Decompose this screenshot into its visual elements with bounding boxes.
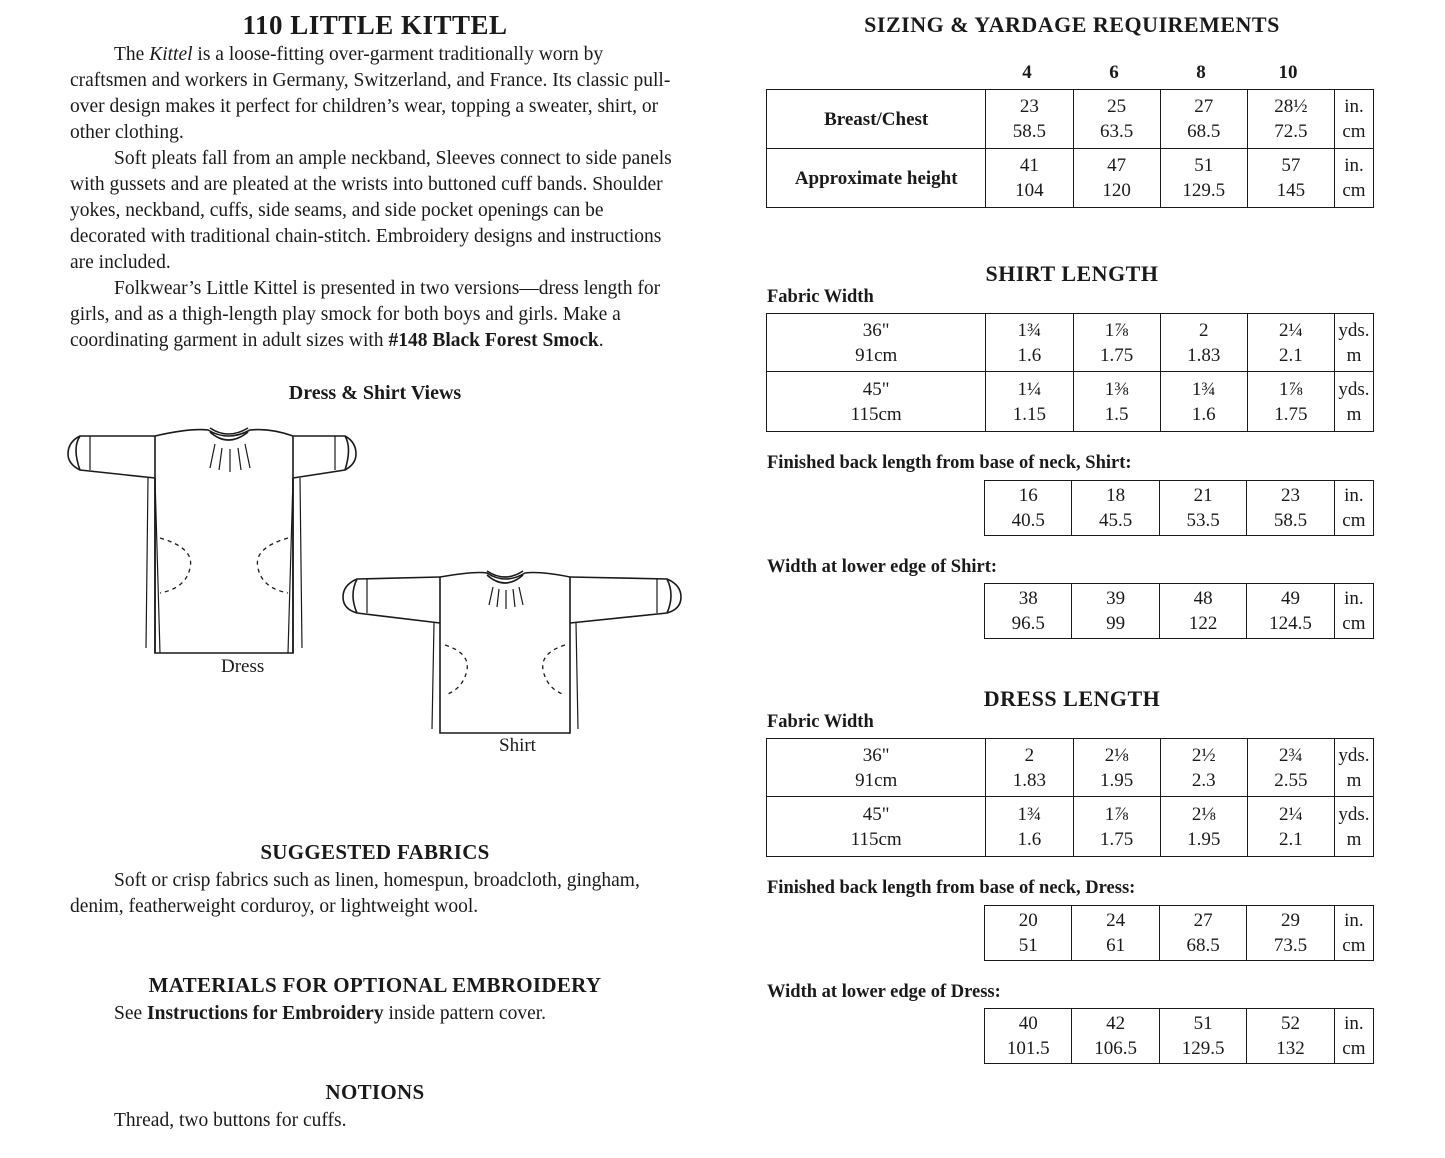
notions-text: Thread, two buttons for cuffs. — [114, 1110, 347, 1131]
cell: 25 63.5 — [1073, 90, 1160, 149]
cell: 27 68.5 — [1159, 906, 1246, 961]
kittel-term: Kittel — [149, 44, 193, 65]
sizing-table — [766, 89, 1374, 208]
unit-cell: in. cm — [1334, 149, 1373, 208]
size-header-8: 8 — [1196, 62, 1206, 83]
dress-width-table — [984, 1008, 1374, 1064]
cell: 1⅞ 1.75 — [1073, 797, 1160, 857]
row-label: 36" 91cm — [767, 739, 986, 797]
cell: 20 51 — [985, 906, 1072, 961]
cell: 2⅛ 1.95 — [1160, 797, 1247, 857]
unit-cell: in. cm — [1334, 906, 1373, 961]
shirt-back-length-label: Finished back length from base of neck, Shirt: — [767, 453, 1132, 473]
unit-cell: yds. m — [1334, 739, 1373, 797]
cell: 57 145 — [1247, 149, 1334, 208]
dress-length-title: DRESS LENGTH — [983, 686, 1161, 711]
table-row — [767, 149, 1374, 208]
table-row — [767, 372, 1374, 432]
intro-paragraph-1: The Kittel is a loose-fitting over-garment traditionally worn by craftsmen and workers in Germany, Switzerland, and France. Its classic pull-over design makes it perfect for children’s wear, topping a sweater, shirt, or other clothing. — [70, 44, 671, 143]
cell: 38 96.5 — [985, 584, 1072, 639]
cell: 48 122 — [1159, 584, 1246, 639]
table-row — [985, 1009, 1374, 1064]
embroidery-instructions-ref: Instructions for Embroidery — [147, 1003, 384, 1024]
shirt-illustration — [335, 565, 690, 737]
size-header-4: 4 — [1022, 62, 1032, 83]
table-row — [767, 90, 1374, 149]
unit-cell: in. cm — [1334, 584, 1373, 639]
shirt-length-title: SHIRT LENGTH — [985, 261, 1159, 286]
table-row — [767, 739, 1374, 797]
cell: 2⅛ 1.95 — [1073, 739, 1160, 797]
row-label: Approximate height — [767, 149, 986, 208]
shirt-width-label: Width at lower edge of Shirt: — [767, 557, 998, 577]
cell: 51 129.5 — [1160, 149, 1247, 208]
table-row — [985, 906, 1374, 961]
cell: 2 1.83 — [986, 739, 1073, 797]
black-forest-smock-ref: #148 Black Forest Smock — [388, 330, 599, 351]
cell: 29 73.5 — [1247, 906, 1334, 961]
dress-width-label: Width at lower edge of Dress: — [767, 982, 1001, 1002]
dress-illustration — [60, 418, 360, 663]
row-label: Breast/Chest — [767, 90, 986, 149]
suggested-fabrics-text: Soft or crisp fabrics such as linen, homespun, broadcloth, gingham, denim, featherweight corduroy, or lightweight wool. — [70, 870, 640, 917]
dress-fabric-width-label: Fabric Width — [767, 712, 874, 732]
product-title: 110 LITTLE KITTEL — [242, 10, 508, 40]
table-row — [767, 797, 1374, 857]
notions-title: NOTIONS — [325, 1080, 425, 1104]
dress-back-length-table — [984, 905, 1374, 961]
cell: 1⅜ 1.5 — [1073, 372, 1160, 432]
table-row — [985, 481, 1374, 536]
sizing-title: SIZING & YARDAGE REQUIREMENTS — [864, 12, 1280, 37]
cell: 2½ 2.3 — [1160, 739, 1247, 797]
intro-paragraph-2: Soft pleats fall from an ample neckband, Sleeves connect to side panels with gussets and are pleated at the wrists into buttoned cuff bands. Shoulder yokes, neckband, cuffs, side seams, and side pocket openings can be decorated with traditional chain-stitch. Embroidery designs and instructions are included. — [70, 148, 672, 273]
dress-yardage-table — [766, 738, 1374, 857]
suggested-fabrics-title: SUGGESTED FABRICS — [260, 840, 490, 864]
cell: 2 1.83 — [1160, 314, 1247, 372]
cell: 27 68.5 — [1160, 90, 1247, 149]
cell: 2¼ 2.1 — [1247, 314, 1334, 372]
shirt-yardage-table — [766, 313, 1374, 432]
shirt-back-length-table — [984, 480, 1374, 536]
right-page — [722, 0, 1445, 1158]
row-label: 36" 91cm — [767, 314, 986, 372]
cell: 1⅞ 1.75 — [1073, 314, 1160, 372]
cell: 2¾ 2.55 — [1247, 739, 1334, 797]
cell: 40 101.5 — [985, 1009, 1072, 1064]
unit-cell: in. cm — [1334, 1009, 1373, 1064]
left-page — [0, 0, 720, 1158]
cell: 16 40.5 — [985, 481, 1072, 536]
unit-cell: in. cm — [1334, 90, 1373, 149]
shirt-width-table — [984, 583, 1374, 639]
cell: 47 120 — [1073, 149, 1160, 208]
intro-paragraph-3: Folkwear’s Little Kittel is presented in two versions—dress length for girls, and as a thigh-length play smock for both boys and girls. Make a coordinating garment in adult sizes with #148 Black Forest Smock. — [70, 278, 661, 351]
cell: 24 61 — [1072, 906, 1159, 961]
unit-cell: yds. m — [1334, 797, 1373, 857]
embroidery-title: MATERIALS FOR OPTIONAL EMBROIDERY — [148, 973, 602, 997]
cell: 23 58.5 — [1247, 481, 1334, 536]
table-row — [985, 584, 1374, 639]
cell: 49 124.5 — [1247, 584, 1334, 639]
row-label: 45" 115cm — [767, 797, 986, 857]
cell: 41 104 — [986, 149, 1073, 208]
cell: 42 106.5 — [1072, 1009, 1159, 1064]
cell: 18 45.5 — [1072, 481, 1159, 536]
shirt-caption: Shirt — [499, 735, 536, 756]
cell: 1¾ 1.6 — [986, 797, 1073, 857]
cell: 1¾ 1.6 — [986, 314, 1073, 372]
cell: 39 99 — [1072, 584, 1159, 639]
cell: 21 53.5 — [1159, 481, 1246, 536]
cell: 52 132 — [1247, 1009, 1334, 1064]
embroidery-text: See Instructions for Embroidery inside pattern cover. — [114, 1003, 547, 1024]
cell: 1¼ 1.15 — [986, 372, 1073, 432]
table-row — [767, 314, 1374, 372]
cell: 51 129.5 — [1159, 1009, 1246, 1064]
unit-cell: yds. m — [1334, 314, 1373, 372]
cell: 28½ 72.5 — [1247, 90, 1334, 149]
cell: 2¼ 2.1 — [1247, 797, 1334, 857]
row-label: 45" 115cm — [767, 372, 986, 432]
unit-cell: yds. m — [1334, 372, 1373, 432]
cell: 1⅞ 1.75 — [1247, 372, 1334, 432]
cell: 23 58.5 — [986, 90, 1073, 149]
dress-back-length-label: Finished back length from base of neck, Dress: — [767, 878, 1136, 898]
size-header-10: 10 — [1278, 62, 1298, 83]
unit-cell: in. cm — [1334, 481, 1373, 536]
views-title: Dress & Shirt Views — [288, 382, 462, 404]
dress-caption: Dress — [221, 656, 265, 677]
shirt-fabric-width-label: Fabric Width — [767, 287, 874, 307]
size-header-6: 6 — [1109, 62, 1119, 83]
cell: 1¾ 1.6 — [1160, 372, 1247, 432]
